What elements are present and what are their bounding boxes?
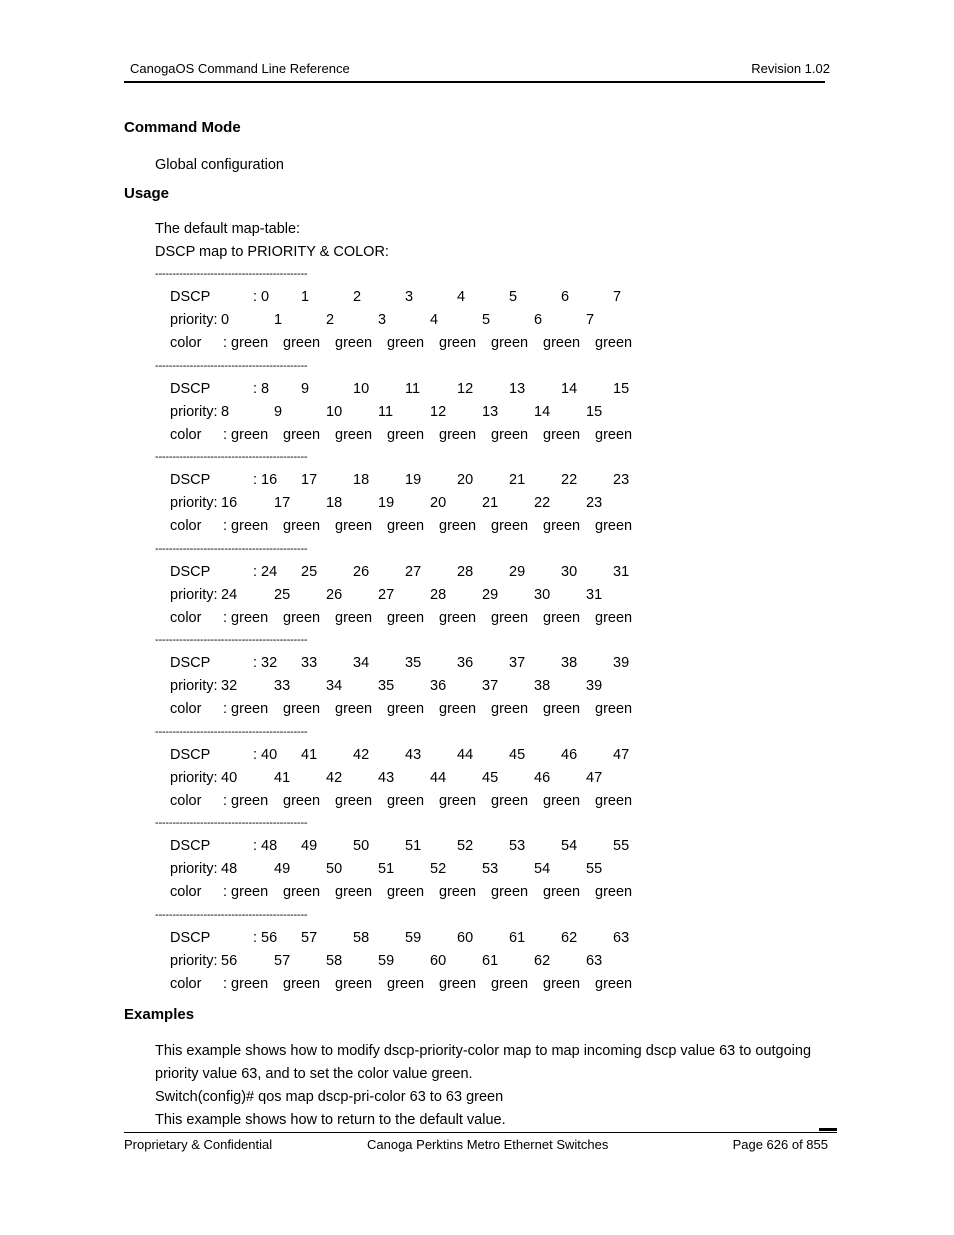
color-value: green [387, 609, 425, 626]
color-value: green [439, 335, 477, 351]
color-value: : green [223, 335, 269, 351]
dscp-value: : 48 [253, 838, 278, 854]
map-block [155, 450, 675, 542]
color-value: green [595, 518, 633, 534]
priority-value: 43 [378, 769, 395, 786]
color-value: green [595, 792, 633, 809]
color-value: green [439, 884, 477, 900]
color-value: green [491, 609, 529, 626]
color-value: green [387, 335, 425, 351]
priority-value: 7 [586, 312, 595, 328]
dscp-value: : 32 [253, 655, 278, 671]
dscp-value: 35 [405, 655, 422, 671]
dscp-value: 18 [353, 472, 370, 488]
priority-value: 1 [274, 312, 283, 328]
color-label: color [170, 335, 202, 351]
color-value: green [335, 701, 373, 717]
dscp-value: 51 [405, 838, 422, 854]
usage-line-1: The default map-table: [155, 221, 301, 237]
dscp-value: 6 [561, 289, 570, 305]
color-value: green [283, 518, 321, 534]
examples-line-2: priority value 63, and to set the color value green. [155, 1066, 473, 1082]
footer-confidential: Proprietary & Confidential [124, 1137, 273, 1152]
priority-value: 44 [430, 769, 447, 786]
priority-value: 32 [221, 678, 238, 694]
dscp-value: 44 [457, 746, 474, 763]
dscp-value: 62 [561, 929, 578, 946]
dscp-label: DSCP [170, 655, 211, 671]
priority-value: 28 [430, 586, 447, 603]
separator-line: -------------------------------------------- [155, 268, 308, 280]
dscp-value: 47 [613, 746, 630, 763]
priority-value: 26 [326, 586, 343, 603]
color-value: green [335, 884, 373, 900]
map-block [155, 542, 675, 634]
dscp-label: DSCP [170, 472, 211, 488]
examples-line-1: This example shows how to modify dscp-priority-color map to map incoming dscp value 63 to outgoing [155, 1043, 812, 1059]
priority-value: 39 [586, 678, 603, 694]
dscp-value: 52 [457, 838, 474, 854]
dscp-value: 53 [509, 838, 526, 854]
dscp-value: 14 [561, 380, 578, 397]
separator-line: -------------------------------------------- [155, 542, 308, 555]
dscp-value: 45 [509, 746, 526, 763]
color-value: green [491, 701, 529, 717]
priority-value: 12 [430, 403, 447, 420]
priority-value: 56 [221, 952, 238, 969]
dscp-label: DSCP [170, 838, 211, 854]
priority-value: 41 [274, 769, 291, 786]
dscp-value: 2 [353, 289, 362, 305]
priority-label: priority: [170, 586, 218, 603]
color-value: green [595, 335, 633, 351]
dscp-value: : 40 [253, 746, 278, 763]
dscp-value: : 16 [253, 472, 278, 488]
color-value: green [283, 426, 321, 443]
dscp-value: 41 [301, 746, 318, 763]
examples-heading: Examples [124, 1006, 195, 1023]
dscp-value: 10 [353, 380, 370, 397]
dscp-value: 28 [457, 563, 474, 580]
priority-value: 19 [378, 495, 395, 511]
priority-value: 15 [586, 403, 603, 420]
color-value: green [387, 518, 425, 534]
priority-value: 27 [378, 586, 395, 603]
separator-line: -------------------------------------------- [155, 634, 308, 646]
footer-product: Canoga Perktins Metro Ethernet Switches [367, 1137, 609, 1152]
priority-value: 55 [586, 861, 603, 877]
priority-value: 38 [534, 678, 551, 694]
dscp-value: : 8 [253, 380, 270, 397]
usage-line-2: DSCP map to PRIORITY & COLOR: [155, 244, 389, 260]
map-block [155, 267, 675, 359]
priority-value: 47 [586, 769, 603, 786]
priority-value: 0 [221, 312, 230, 328]
priority-value: 36 [430, 678, 447, 694]
dscp-label: DSCP [170, 380, 211, 397]
color-value: green [491, 335, 529, 351]
dscp-value: 49 [301, 838, 318, 854]
color-value: green [335, 518, 373, 534]
dscp-value: 25 [301, 563, 318, 580]
color-value: green [543, 335, 581, 351]
priority-value: 2 [326, 312, 335, 328]
usage-heading: Usage [124, 185, 170, 202]
footer-mark [819, 1128, 837, 1131]
color-value: green [595, 975, 633, 992]
priority-value: 53 [482, 861, 499, 877]
examples-line-4: This example shows how to return to the default value. [155, 1112, 506, 1128]
priority-label: priority: [170, 678, 218, 694]
dscp-value: 29 [509, 563, 526, 580]
color-label: color [170, 792, 202, 809]
priority-value: 30 [534, 586, 551, 603]
color-value: : green [223, 609, 269, 626]
color-value: green [283, 335, 321, 351]
color-value: green [543, 426, 581, 443]
color-label: color [170, 609, 202, 626]
dscp-value: 9 [301, 380, 310, 397]
color-value: green [543, 884, 581, 900]
color-value: green [543, 701, 581, 717]
dscp-value: 22 [561, 472, 578, 488]
color-value: green [335, 792, 373, 809]
dscp-value: 11 [405, 380, 421, 397]
dscp-value: 37 [509, 655, 526, 671]
color-value: green [491, 884, 529, 900]
dscp-value: 5 [509, 289, 518, 305]
priority-label: priority: [170, 769, 218, 786]
command-mode-text: Global configuration [155, 157, 284, 173]
dscp-value: 34 [353, 655, 370, 671]
color-value: green [595, 609, 633, 626]
priority-label: priority: [170, 403, 218, 420]
dscp-value: 58 [353, 929, 370, 946]
dscp-value: 55 [613, 838, 630, 854]
dscp-value: : 0 [253, 289, 270, 305]
priority-value: 57 [274, 952, 291, 969]
color-value: green [595, 426, 633, 443]
dscp-value: 19 [405, 472, 422, 488]
color-value: green [595, 701, 633, 717]
map-block [155, 725, 675, 817]
priority-value: 17 [274, 495, 291, 511]
priority-value: 14 [534, 403, 551, 420]
dscp-value: 26 [353, 563, 370, 580]
priority-value: 46 [534, 769, 551, 786]
priority-value: 29 [482, 586, 499, 603]
color-value: green [543, 609, 581, 626]
dscp-value: 36 [457, 655, 474, 671]
header-rule [124, 81, 825, 83]
color-value: green [439, 518, 477, 534]
revision-label: Revision 1.02 [751, 61, 830, 76]
color-label: color [170, 701, 202, 717]
color-value: green [543, 518, 581, 534]
priority-value: 5 [482, 312, 491, 328]
dscp-value: 31 [613, 563, 630, 580]
dscp-label: DSCP [170, 289, 211, 305]
priority-value: 61 [482, 952, 499, 969]
color-value: : green [223, 975, 269, 992]
dscp-value: 50 [353, 838, 370, 854]
dscp-value: 30 [561, 563, 578, 580]
color-label: color [170, 884, 202, 900]
dscp-value: 63 [613, 929, 630, 946]
priority-value: 40 [221, 769, 238, 786]
color-value: : green [223, 884, 269, 900]
priority-value: 58 [326, 952, 343, 969]
color-value: green [335, 975, 373, 992]
priority-value: 42 [326, 769, 343, 786]
priority-value: 63 [586, 952, 603, 969]
color-value: green [387, 975, 425, 992]
dscp-value: 15 [613, 380, 630, 397]
color-value: green [439, 792, 477, 809]
color-value: green [439, 975, 477, 992]
color-value: : green [223, 518, 269, 534]
dscp-value: 13 [509, 380, 526, 397]
color-value: green [283, 792, 321, 809]
priority-value: 52 [430, 861, 447, 877]
priority-value: 13 [482, 403, 499, 420]
map-block [155, 816, 675, 908]
priority-value: 45 [482, 769, 499, 786]
dscp-value: 39 [613, 655, 630, 671]
dscp-label: DSCP [170, 929, 211, 946]
priority-value: 10 [326, 403, 343, 420]
separator-line: -------------------------------------------- [155, 908, 308, 921]
color-value: green [283, 884, 321, 900]
color-value: green [335, 335, 373, 351]
priority-value: 50 [326, 861, 343, 877]
dscp-value: 59 [405, 929, 422, 946]
dscp-value: 1 [301, 289, 310, 305]
map-block [155, 359, 675, 451]
priority-value: 23 [586, 495, 603, 511]
separator-line: -------------------------------------------- [155, 817, 308, 829]
priority-value: 6 [534, 312, 543, 328]
priority-value: 62 [534, 952, 551, 969]
dscp-value: 57 [301, 929, 318, 946]
examples-command: Switch(config)# qos map dscp-pri-color 63 to 63 green [155, 1089, 504, 1105]
dscp-value: : 56 [253, 929, 278, 946]
priority-label: priority: [170, 495, 218, 511]
color-label: color [170, 975, 202, 992]
priority-value: 16 [221, 495, 238, 511]
priority-value: 18 [326, 495, 343, 511]
color-value: green [387, 426, 425, 443]
dscp-value: : 24 [253, 563, 278, 580]
color-value: green [543, 975, 581, 992]
color-label: color [170, 518, 202, 534]
dscp-value: 61 [509, 929, 526, 946]
color-value: : green [223, 426, 269, 443]
dscp-value: 3 [405, 289, 414, 305]
color-value: green [439, 426, 477, 443]
separator-line: -------------------------------------------- [155, 725, 308, 738]
priority-value: 20 [430, 495, 447, 511]
dscp-value: 12 [457, 380, 474, 397]
dscp-map-table [155, 267, 675, 999]
separator-line: -------------------------------------------- [155, 359, 308, 372]
priority-value: 48 [221, 861, 238, 877]
dscp-label: DSCP [170, 563, 211, 580]
dscp-label: DSCP [170, 746, 211, 763]
color-value: green [491, 975, 529, 992]
dscp-value: 54 [561, 838, 578, 854]
priority-value: 21 [482, 495, 499, 511]
priority-value: 34 [326, 678, 343, 694]
color-value: green [283, 701, 321, 717]
priority-value: 54 [534, 861, 551, 877]
dscp-value: 27 [405, 563, 422, 580]
dscp-value: 33 [301, 655, 318, 671]
dscp-value: 60 [457, 929, 474, 946]
color-value: : green [223, 792, 269, 809]
priority-value: 51 [378, 861, 395, 877]
priority-value: 22 [534, 495, 551, 511]
priority-value: 35 [378, 678, 395, 694]
dscp-value: 43 [405, 746, 422, 763]
priority-label: priority: [170, 861, 218, 877]
color-value: green [491, 792, 529, 809]
color-value: green [387, 792, 425, 809]
color-value: green [543, 792, 581, 809]
color-value: green [595, 884, 633, 900]
map-block [155, 908, 675, 1000]
priority-value: 60 [430, 952, 447, 969]
document-title: CanogaOS Command Line Reference [130, 61, 350, 76]
priority-label: priority: [170, 952, 218, 969]
dscp-value: 20 [457, 472, 474, 488]
priority-value: 3 [378, 312, 387, 328]
color-label: color [170, 426, 202, 443]
dscp-value: 23 [613, 472, 630, 488]
color-value: green [283, 975, 321, 992]
color-value: green [439, 701, 477, 717]
color-value: green [491, 426, 529, 443]
priority-value: 11 [378, 403, 394, 420]
separator-line: -------------------------------------------- [155, 451, 308, 463]
color-value: green [335, 609, 373, 626]
color-value: green [491, 518, 529, 534]
color-value: green [387, 701, 425, 717]
priority-value: 49 [274, 861, 291, 877]
priority-label: priority: [170, 312, 218, 328]
footer-page-number: Page 626 of 855 [732, 1137, 828, 1152]
priority-value: 37 [482, 678, 499, 694]
color-value: green [439, 609, 477, 626]
dscp-value: 46 [561, 746, 578, 763]
priority-value: 25 [274, 586, 291, 603]
dscp-value: 38 [561, 655, 578, 671]
priority-value: 8 [221, 403, 230, 420]
color-value: green [335, 426, 373, 443]
dscp-value: 21 [509, 472, 526, 488]
priority-value: 4 [430, 312, 439, 328]
priority-value: 33 [274, 678, 291, 694]
priority-value: 9 [274, 403, 283, 420]
color-value: green [387, 884, 425, 900]
dscp-value: 4 [457, 289, 466, 305]
color-value: green [283, 609, 321, 626]
priority-value: 24 [221, 586, 238, 603]
dscp-value: 42 [353, 746, 370, 763]
command-mode-heading: Command Mode [124, 119, 241, 136]
priority-value: 31 [586, 586, 603, 603]
map-block [155, 633, 675, 725]
dscp-value: 17 [301, 472, 318, 488]
color-value: : green [223, 701, 269, 717]
footer-rule [124, 1132, 837, 1133]
priority-value: 59 [378, 952, 395, 969]
dscp-value: 7 [613, 289, 622, 305]
